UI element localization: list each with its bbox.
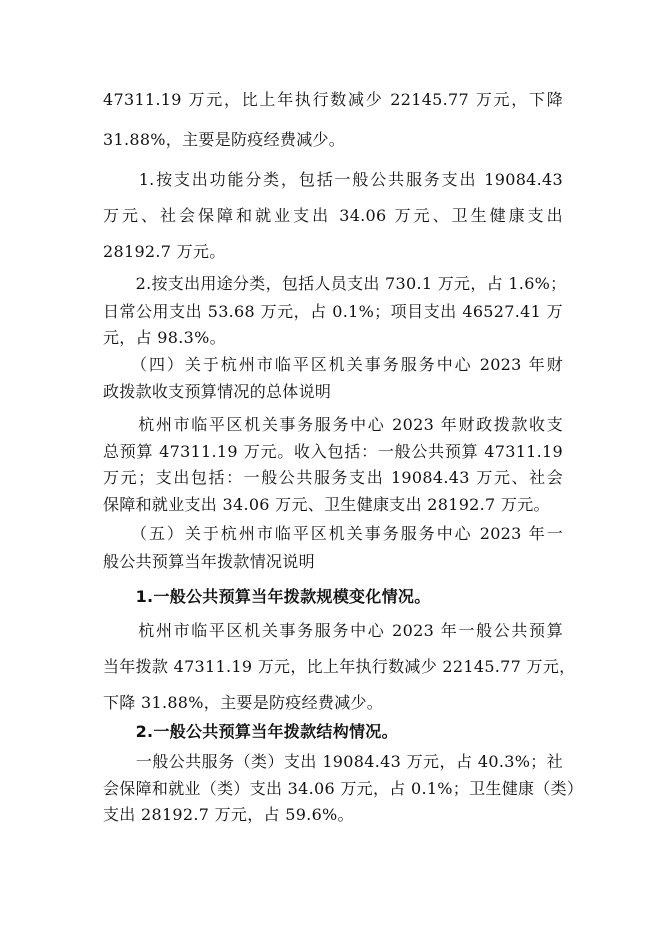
paragraph-line: 会保障和就业（类）支出 34.06 万元，占 0.1%；卫生健康（类） [103, 779, 584, 798]
subsection-heading: 2.一般公共预算当年拨款结构情况。 [103, 722, 398, 741]
paragraph-line: 47311.19 万元，比上年执行数减少 22145.77 万元，下降 [103, 90, 563, 109]
paragraph-line: 28192.7 万元。 [103, 242, 226, 261]
paragraph-line: 杭州市临平区机关事务服务中心 2023 年一般公共预算 [103, 621, 563, 640]
paragraph-line: 下降 31.88%，主要是防疫经费减少。 [103, 693, 384, 712]
paragraph-line: 杭州市临平区机关事务服务中心 2023 年财政拨款收支 [103, 415, 563, 434]
paragraph-line: 万元、社会保障和就业支出 34.06 万元、卫生健康支出 [103, 206, 563, 225]
section-heading-line: （五）关于杭州市临平区机关事务服务中心 2023 年一 [103, 524, 563, 543]
paragraph-line: 2.按支出用途分类，包括人员支出 730.1 万元，占 1.6%； [103, 274, 567, 293]
subsection-heading: 1.一般公共预算当年拨款规模变化情况。 [103, 587, 431, 606]
paragraph-line: 1.按支出功能分类，包括一般公共服务支出 19084.43 [103, 170, 563, 189]
section-heading-line: 般公共预算当年拨款情况说明 [103, 552, 315, 571]
paragraph-line: 万元；支出包括：一般公共服务支出 19084.43 万元、社会 [103, 468, 563, 487]
paragraph-line: 支出 28192.7 万元，占 59.6%。 [103, 805, 354, 824]
paragraph-line: 日常公用支出 53.68 万元，占 0.1%；项目支出 46527.41 万 [103, 302, 563, 321]
section-heading-line: 政拨款收支预算情况的总体说明 [103, 382, 332, 401]
paragraph-line: 31.88%，主要是防疫经费减少。 [103, 130, 346, 149]
paragraph-line: 保障和就业支出 34.06 万元、卫生健康支出 28192.7 万元。 [103, 495, 550, 514]
paragraph-line: 当年拨款 47311.19 万元，比上年执行数减少 22145.77 万元， [103, 657, 576, 676]
paragraph-line: 一般公共服务（类）支出 19084.43 万元，占 40.3%；社 [103, 752, 563, 771]
section-heading-line: （四）关于杭州市临平区机关事务服务中心 2023 年财 [103, 355, 563, 374]
paragraph-line: 总预算 47311.19 万元。收入包括：一般公共预算 47311.19 [103, 442, 563, 461]
paragraph-line: 元，占 98.3%。 [103, 328, 226, 347]
